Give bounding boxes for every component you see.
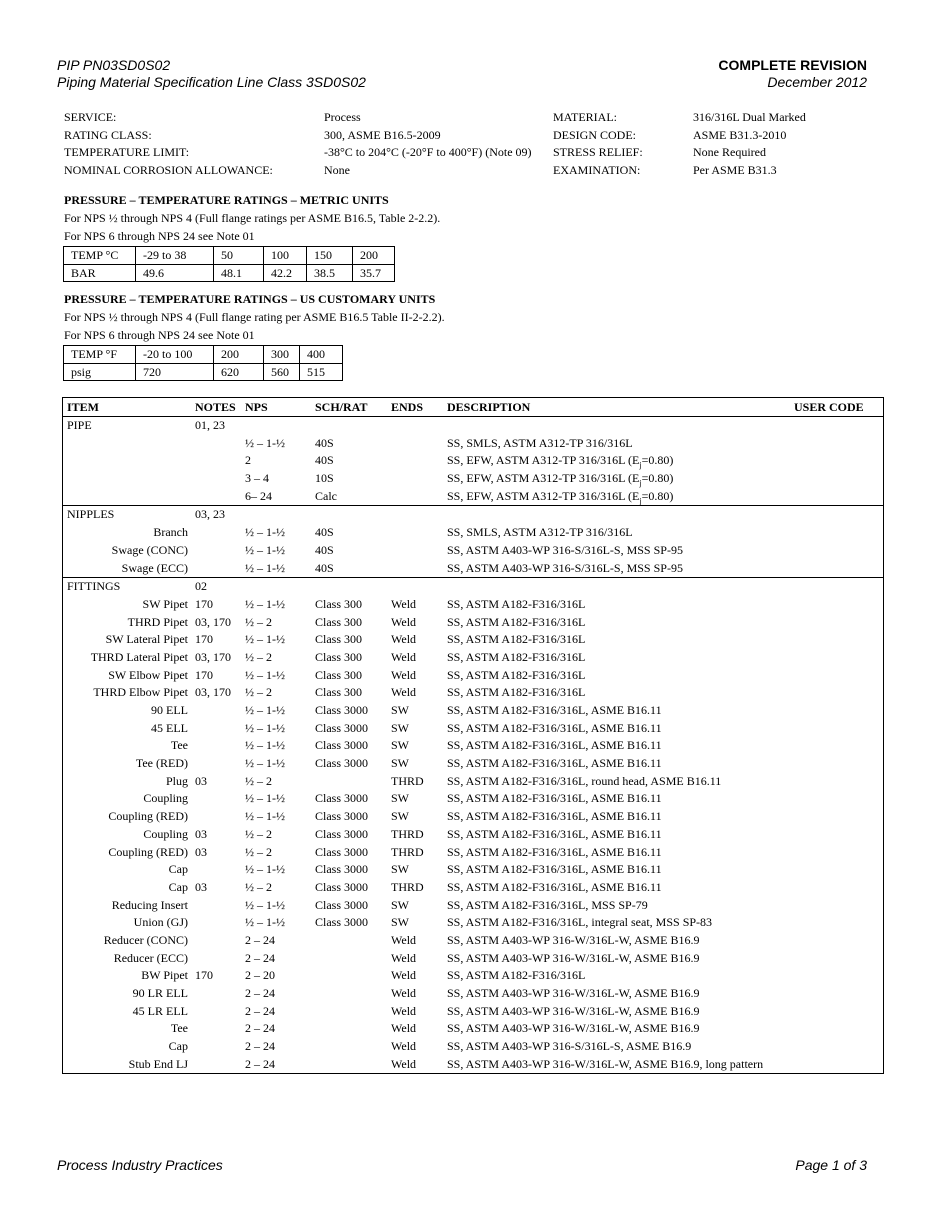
description-cell: SS, ASTM A182-F316/316L, integral seat, MSS SP-83 — [447, 915, 713, 930]
sub-item-cell: SW Elbow Pipet — [108, 667, 188, 682]
table-row — [63, 914, 883, 932]
sch-cell: Class 300 — [315, 685, 363, 700]
table-row — [63, 1056, 883, 1074]
sch-cell: Class 3000 — [315, 791, 369, 806]
description-cell: SS, EFW, ASTM A312-TP 316/316L $(E_j=0.80)$ — [447, 471, 674, 488]
rating-cell: psig — [64, 363, 136, 381]
metric-pressure-row — [64, 264, 395, 282]
notes-cell: 170 — [195, 596, 213, 611]
notes-cell: 03 — [195, 826, 207, 841]
service-info-row — [64, 162, 833, 180]
doc-id: PIP PN03SD0S02 — [57, 57, 171, 73]
us-ratings-table — [63, 345, 343, 381]
service-label: MATERIAL: — [553, 110, 617, 124]
sub-item-cell: Coupling (RED) — [108, 809, 188, 824]
sub-item-cell: Tee (RED) — [135, 756, 188, 771]
nps-cell: ½ – 1-½ — [245, 756, 285, 771]
nps-cell: ½ – 2 — [245, 649, 272, 664]
col-header-ends: ENDS — [391, 400, 424, 414]
ends-cell: Weld — [391, 632, 417, 647]
service-value: 316/316L Dual Marked — [693, 110, 806, 124]
revision-date: December 2012 — [767, 74, 867, 90]
sch-cell: Class 3000 — [315, 703, 369, 717]
col-header-user-code: USER CODE — [794, 400, 864, 414]
nps-cell: ½ – 1-½ — [245, 897, 285, 912]
description-cell: SS, ASTM A182-F316/316L — [447, 685, 586, 700]
ends-cell: SW — [391, 809, 409, 824]
rating-cell: BAR — [64, 264, 136, 282]
nps-cell: 6– 24 — [245, 488, 272, 503]
description-cell: SS, SMLS, ASTM A312-TP 316/316L — [447, 525, 633, 540]
rating-cell: TEMP °C — [64, 247, 136, 265]
item-cell: NIPPLES — [67, 507, 115, 522]
service-value: Per ASME B31.3 — [693, 163, 777, 178]
sub-item-cell: Reducer (CONC) — [103, 932, 188, 947]
item-cell: FITTINGS — [67, 579, 121, 594]
sch-cell: Class 3000 — [315, 897, 369, 912]
col-header-nps: NPS — [245, 400, 268, 414]
ends-cell: Weld — [391, 932, 417, 947]
service-label: RATING CLASS: — [64, 127, 152, 142]
table-row — [63, 452, 883, 470]
description-cell: SS, ASTM A182-F316/316L, round head, ASME B16.11 — [447, 773, 722, 788]
table-row — [63, 861, 883, 879]
sub-item-cell: 90 LR ELL — [132, 986, 188, 1000]
col-header-description: DESCRIPTION — [447, 400, 531, 414]
service-label: EXAMINATION: — [553, 163, 641, 178]
table-row — [63, 967, 883, 985]
ends-cell: Weld — [391, 1003, 417, 1018]
nps-cell: ½ – 1-½ — [245, 791, 285, 806]
nps-cell: 2 – 24 — [245, 1021, 275, 1036]
ends-cell: Weld — [391, 1039, 417, 1054]
description-cell: SS, ASTM A182-F316/316L, ASME B16.11 — [447, 738, 662, 753]
nps-cell: 3 – 4 — [245, 471, 269, 486]
notes-cell: 02 — [195, 579, 207, 594]
table-row — [63, 1038, 883, 1056]
service-label: DESIGN CODE: — [553, 127, 636, 142]
description-cell: SS, ASTM A182-F316/316L — [447, 596, 586, 611]
table-row — [63, 524, 883, 542]
table-row — [63, 577, 883, 596]
item-cell: PIPE — [67, 418, 92, 432]
nps-cell: ½ – 1-½ — [245, 915, 285, 930]
table-row — [63, 755, 883, 773]
sub-item-cell: Reducing Insert — [111, 897, 188, 912]
sch-cell: Class 300 — [315, 667, 363, 682]
table-row — [63, 417, 883, 435]
sub-item-cell: 90 ELL — [151, 703, 188, 717]
sub-item-cell: Cap — [168, 879, 188, 894]
description-cell: SS, ASTM A182-F316/316L — [447, 614, 586, 629]
nps-cell: ½ – 1-½ — [245, 720, 285, 735]
us-section-title: PRESSURE – TEMPERATURE RATINGS – US CUSTOMARY UNITS — [64, 292, 436, 306]
service-value: Process — [324, 110, 361, 124]
description-cell: SS, ASTM A182-F316/316L — [447, 968, 586, 983]
us-note-1: For NPS ½ through NPS 4 (Full flange rating per ASME B16.5 Table II-2-2.2). — [64, 310, 445, 324]
ends-cell: SW — [391, 720, 409, 735]
sub-item-cell: SW Pipet — [142, 596, 188, 611]
sub-item-cell: Stub End LJ — [128, 1056, 188, 1071]
service-info-row — [64, 127, 833, 145]
rating-cell: 100 — [264, 247, 307, 265]
page-header-left — [57, 57, 366, 91]
notes-cell: 170 — [195, 667, 213, 682]
sch-cell: Class 3000 — [315, 826, 369, 841]
notes-cell: 03 — [195, 879, 207, 894]
table-row — [63, 844, 883, 862]
sub-item-cell: Swage (ECC) — [121, 560, 188, 575]
sub-item-cell: Tee — [170, 1021, 188, 1036]
table-row — [63, 826, 883, 844]
rating-cell: 42.2 — [264, 264, 307, 282]
description-cell: SS, EFW, ASTM A312-TP 316/316L $(E_j=0.80)$ — [447, 488, 674, 506]
sch-cell: Class 300 — [315, 649, 363, 664]
sch-cell: 40S — [315, 560, 334, 575]
ends-cell: SW — [391, 756, 409, 771]
service-info-row — [64, 109, 833, 127]
table-row — [63, 470, 883, 488]
nps-cell: ½ – 2 — [245, 879, 272, 894]
sub-item-cell: Plug — [165, 773, 188, 788]
ends-cell: SW — [391, 703, 409, 717]
table-row — [63, 808, 883, 826]
description-cell: SS, ASTM A182-F316/316L, ASME B16.11 — [447, 826, 662, 841]
sub-item-cell: 45 LR ELL — [132, 1003, 188, 1018]
sch-cell: Class 3000 — [315, 844, 369, 859]
service-value: None — [324, 163, 350, 178]
nps-cell: ½ – 2 — [245, 773, 272, 788]
table-row — [63, 684, 883, 702]
notes-cell: 170 — [195, 968, 213, 983]
sch-cell: Class 3000 — [315, 738, 369, 753]
service-info-table — [64, 109, 833, 180]
notes-cell: 03 — [195, 844, 207, 859]
notes-cell: 03, 170 — [195, 614, 231, 629]
nps-cell: ½ – 1-½ — [245, 862, 285, 877]
service-info-row — [64, 144, 833, 162]
rating-cell: 49.6 — [136, 264, 214, 282]
rating-cell: 200 — [353, 247, 395, 265]
ends-cell: Weld — [391, 614, 417, 629]
nps-cell: ½ – 1-½ — [245, 738, 285, 753]
nps-cell: 2 – 24 — [245, 986, 275, 1000]
revision-label: COMPLETE REVISION — [718, 57, 867, 73]
footer-page-number: Page 1 of 3 — [795, 1157, 867, 1173]
sch-cell: 40S — [315, 435, 334, 450]
col-header-item: ITEM — [67, 400, 100, 414]
description-cell: SS, ASTM A403-WP 316-S/316L-S, MSS SP-95 — [447, 560, 683, 575]
description-cell: SS, ASTM A403-WP 316-W/316L-W, ASME B16.9 — [447, 1003, 700, 1018]
ends-cell: THRD — [391, 826, 424, 841]
table-row — [63, 614, 883, 632]
ends-cell: Weld — [391, 685, 417, 700]
rating-cell: TEMP °F — [64, 346, 136, 364]
footer-org: Process Industry Practices — [57, 1157, 223, 1173]
nps-cell: ½ – 2 — [245, 685, 272, 700]
description-cell: SS, ASTM A182-F316/316L, ASME B16.11 — [447, 720, 662, 735]
rating-cell: 38.5 — [307, 264, 353, 282]
ends-cell: Weld — [391, 950, 417, 965]
sub-item-cell: Reducer (ECC) — [113, 950, 188, 965]
table-row — [63, 505, 883, 524]
sch-cell: Class 3000 — [315, 915, 369, 930]
rating-cell: 560 — [264, 363, 300, 381]
nps-cell: ½ – 1-½ — [245, 525, 285, 540]
notes-cell: 01, 23 — [195, 418, 225, 432]
notes-cell: 03, 170 — [195, 649, 231, 664]
description-cell: SS, ASTM A182-F316/316L, ASME B16.11 — [447, 844, 662, 859]
nps-cell: ½ – 1-½ — [245, 809, 285, 824]
nps-cell: ½ – 1-½ — [245, 542, 285, 557]
table-row — [63, 1003, 883, 1021]
table-row — [63, 667, 883, 685]
description-cell: SS, ASTM A182-F316/316L, ASME B16.11 — [447, 703, 662, 717]
sub-item-cell: Coupling (RED) — [108, 844, 188, 859]
table-row — [63, 737, 883, 755]
nps-cell: ½ – 2 — [245, 614, 272, 629]
ends-cell: Weld — [391, 1056, 417, 1071]
table-row — [63, 649, 883, 667]
nps-cell: ½ – 1-½ — [245, 703, 285, 717]
service-value: None Required — [693, 145, 766, 160]
table-row — [63, 950, 883, 968]
metric-note-1: For NPS ½ through NPS 4 (Full flange ratings per ASME B16.5, Table 2-2.2). — [64, 211, 441, 225]
material-table — [62, 397, 884, 1074]
notes-cell: 03 — [195, 773, 207, 788]
description-cell: SS, EFW, ASTM A312-TP 316/316L $(E_j=0.80)$ — [447, 453, 674, 470]
table-row — [63, 720, 883, 738]
sch-cell: Class 3000 — [315, 862, 369, 877]
table-row — [63, 596, 883, 614]
rating-cell: 620 — [214, 363, 264, 381]
table-row — [63, 488, 883, 506]
nps-cell: ½ – 1-½ — [245, 632, 285, 647]
rating-cell: -29 to 38 — [136, 247, 214, 265]
sch-cell: Class 3000 — [315, 809, 369, 824]
table-row — [63, 435, 883, 453]
sub-item-cell: Branch — [153, 525, 188, 540]
service-label: TEMPERATURE LIMIT: — [64, 145, 190, 160]
sub-item-cell: BW Pipet — [141, 968, 188, 983]
sub-item-cell: THRD Pipet — [127, 614, 188, 629]
sch-cell: Class 300 — [315, 614, 363, 629]
nps-cell: ½ – 1-½ — [245, 560, 285, 575]
rating-cell: 720 — [136, 363, 214, 381]
rating-cell: 35.7 — [353, 264, 395, 282]
rating-cell: 150 — [307, 247, 353, 265]
sub-item-cell: Coupling — [143, 791, 188, 806]
table-row — [63, 560, 883, 578]
notes-cell: 03, 23 — [195, 507, 225, 522]
sub-item-cell: Tee — [170, 738, 188, 753]
description-cell: SS, ASTM A182-F316/316L, MSS SP-79 — [447, 897, 648, 912]
sch-cell: Calc — [315, 488, 337, 503]
nps-cell: ½ – 2 — [245, 826, 272, 841]
us-pressure-row — [64, 363, 343, 381]
ends-cell: SW — [391, 897, 409, 912]
nps-cell: 2 – 24 — [245, 1039, 275, 1054]
description-cell: SS, ASTM A182-F316/316L, ASME B16.11 — [447, 791, 662, 806]
service-value: ASME B31.3-2010 — [693, 127, 787, 142]
nps-cell: ½ – 1-½ — [245, 435, 285, 450]
nps-cell: ½ – 2 — [245, 844, 272, 859]
sch-cell: 10S — [315, 471, 334, 486]
sub-item-cell: Coupling — [143, 826, 188, 841]
sch-cell: Class 300 — [315, 596, 363, 611]
rating-cell: 400 — [300, 346, 343, 364]
table-row — [63, 985, 883, 1003]
material-table-body — [63, 417, 883, 1073]
description-cell: SS, ASTM A182-F316/316L, ASME B16.11 — [447, 756, 662, 771]
description-cell: SS, ASTM A403-WP 316-W/316L-W, ASME B16.9 — [447, 950, 700, 965]
ends-cell: THRD — [391, 773, 424, 788]
description-cell: SS, ASTM A403-WP 316-W/316L-W, ASME B16.9, long pattern — [447, 1056, 764, 1071]
sch-cell: 40S — [315, 542, 334, 557]
table-row — [63, 932, 883, 950]
metric-temp-row — [64, 247, 395, 265]
table-row — [63, 702, 883, 720]
nps-cell: ½ – 1-½ — [245, 596, 285, 611]
sub-item-cell: Cap — [168, 862, 188, 877]
ends-cell: THRD — [391, 879, 424, 894]
sch-cell: 40S — [315, 453, 334, 468]
description-cell: SS, ASTM A182-F316/316L, ASME B16.11 — [447, 879, 662, 894]
service-label: SERVICE: — [64, 110, 117, 124]
nps-cell: 2 — [245, 453, 251, 468]
description-cell: SS, ASTM A403-WP 316-W/316L-W, ASME B16.9 — [447, 1021, 700, 1036]
nps-cell: 2 – 24 — [245, 1003, 275, 1018]
ends-cell: Weld — [391, 667, 417, 682]
sch-cell: Class 3000 — [315, 879, 369, 894]
rating-cell: -20 to 100 — [136, 346, 214, 364]
service-value: -38°C to 204°C (-20°F to 400°F) (Note 09) — [324, 145, 532, 160]
ends-cell: SW — [391, 862, 409, 877]
description-cell: SS, ASTM A182-F316/316L — [447, 667, 586, 682]
ends-cell: Weld — [391, 986, 417, 1000]
notes-cell: 03, 170 — [195, 685, 231, 700]
description-cell: SS, ASTM A403-WP 316-W/316L-W, ASME B16.9 — [447, 986, 700, 1000]
rating-cell: 48.1 — [214, 264, 264, 282]
ends-cell: THRD — [391, 844, 424, 859]
description-cell: SS, SMLS, ASTM A312-TP 316/316L — [447, 435, 633, 450]
table-row — [63, 1020, 883, 1038]
sch-cell: Class 3000 — [315, 720, 369, 735]
table-row — [63, 773, 883, 791]
sub-item-cell: THRD Elbow Pipet — [93, 685, 188, 700]
rating-cell: 300 — [264, 346, 300, 364]
nps-cell: 2 – 24 — [245, 932, 275, 947]
description-cell: SS, ASTM A182-F316/316L, ASME B16.11 — [447, 862, 662, 877]
col-header-sch: SCH/RAT — [315, 400, 368, 414]
sch-cell: 40S — [315, 525, 334, 540]
description-cell: SS, ASTM A182-F316/316L — [447, 632, 586, 647]
nps-cell: 2 – 24 — [245, 950, 275, 965]
sub-item-cell: Cap — [168, 1039, 188, 1054]
description-cell: SS, ASTM A182-F316/316L — [447, 649, 586, 664]
rating-cell: 515 — [300, 363, 343, 381]
ends-cell: Weld — [391, 968, 417, 983]
table-row — [63, 790, 883, 808]
col-header-notes: NOTES — [195, 400, 236, 414]
table-row — [63, 879, 883, 897]
description-cell: SS, ASTM A403-WP 316-W/316L-W, ASME B16.9 — [447, 932, 700, 947]
description-cell: SS, ASTM A182-F316/316L, ASME B16.11 — [447, 809, 662, 824]
table-row — [63, 897, 883, 915]
us-temp-row — [64, 346, 343, 364]
sub-item-cell: Swage (CONC) — [111, 542, 188, 557]
us-note-2: For NPS 6 through NPS 24 see Note 01 — [64, 328, 255, 342]
material-table-header — [63, 398, 883, 417]
metric-section-title: PRESSURE – TEMPERATURE RATINGS – METRIC UNITS — [64, 193, 389, 207]
ends-cell: Weld — [391, 596, 417, 611]
sub-item-cell: SW Lateral Pipet — [105, 632, 188, 647]
service-label: NOMINAL CORROSION ALLOWANCE: — [64, 163, 273, 178]
table-row — [63, 542, 883, 560]
rating-cell: 200 — [214, 346, 264, 364]
ends-cell: SW — [391, 915, 409, 930]
description-cell: SS, ASTM A403-WP 316-S/316L-S, MSS SP-95 — [447, 542, 683, 557]
sub-item-cell: Union (GJ) — [133, 915, 188, 930]
ends-cell: SW — [391, 738, 409, 753]
notes-cell: 170 — [195, 632, 213, 647]
doc-title: Piping Material Specification Line Class 3SD0S02 — [57, 74, 366, 90]
description-cell: SS, ASTM A403-WP 316-S/316L-S, ASME B16.9 — [447, 1039, 692, 1054]
ends-cell: Weld — [391, 649, 417, 664]
sch-cell: Class 300 — [315, 632, 363, 647]
table-row — [63, 631, 883, 649]
nps-cell: 2 – 20 — [245, 968, 275, 983]
nps-cell: ½ – 1-½ — [245, 667, 285, 682]
ends-cell: SW — [391, 791, 409, 806]
page-header-right — [718, 57, 867, 91]
sch-cell: Class 3000 — [315, 756, 369, 771]
metric-ratings-table — [63, 246, 395, 282]
rating-cell: 50 — [214, 247, 264, 265]
service-value: 300, ASME B16.5-2009 — [324, 127, 441, 142]
sub-item-cell: THRD Lateral Pipet — [90, 649, 188, 664]
sub-item-cell: 45 ELL — [151, 720, 188, 735]
metric-note-2: For NPS 6 through NPS 24 see Note 01 — [64, 229, 255, 243]
nps-cell: 2 – 24 — [245, 1056, 275, 1071]
service-label: STRESS RELIEF: — [553, 145, 643, 160]
ends-cell: Weld — [391, 1021, 417, 1036]
